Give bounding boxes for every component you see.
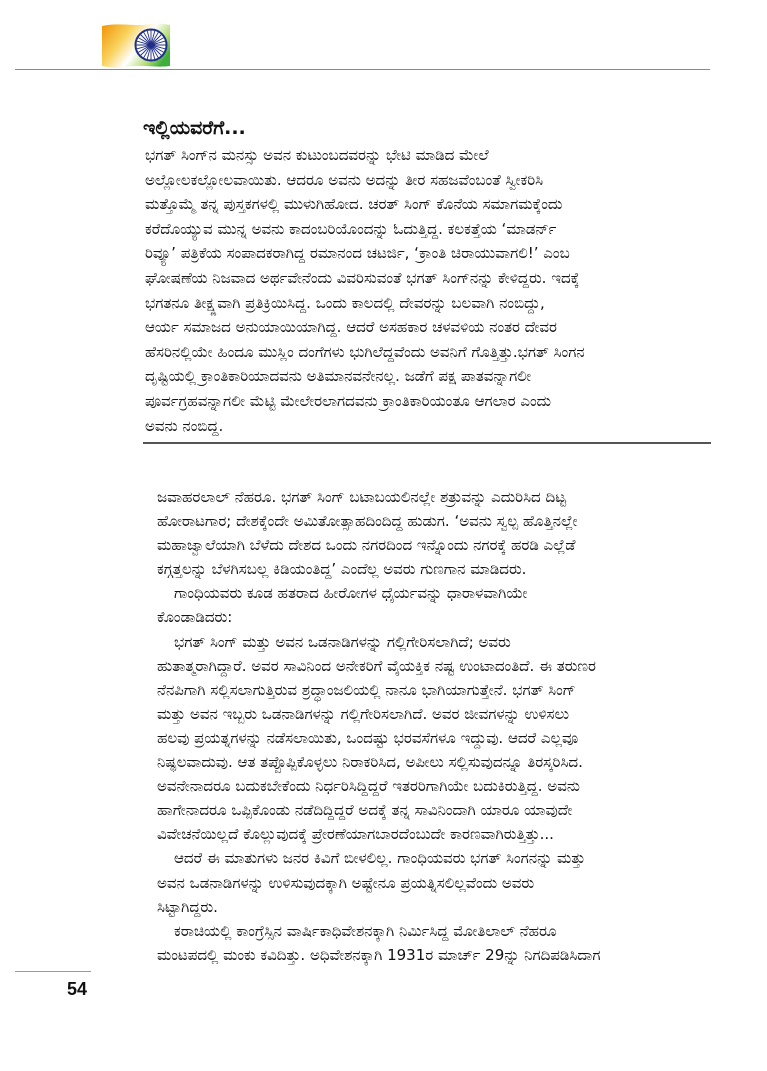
body-line: ನಿಷ್ಫಲವಾದುವು. ಆತ ತಪ್ಪೊಪ್ಪಿಕೊಳ್ಳಲು ನಿರಾಕರಿಸಿದ, ಅಪೀಲು ಸಲ್ಲಿಸುವುದನ್ನೂ ತಿರಸ್ಕರಿಸಿದ. (157, 753, 583, 772)
body-paragraph (157, 919, 707, 967)
body-line: ಕರಾಚಿಯಲ್ಲಿ ಕಾಂಗ್ರೆಸ್ಸಿನ ವಾರ್ಷಿಕಾಧಿವೇಶನಕ್ಕಾಗಿ ನಿರ್ಮಿಸಿದ್ದ ಮೋತಿಲಾಲ್ ನೆಹರೂ (174, 921, 557, 940)
recap-paragraph (145, 143, 711, 438)
recap-heading: ಇಲ್ಲಿಯವರೆಗೆ... (143, 117, 246, 139)
header-divider (15, 69, 710, 70)
body-line: ಅವನೇನಾದರೂ ಬದುಕಬೇಕೆಂದು ನಿರ್ಧರಿಸಿದ್ದಿದ್ದರೆ ಇತರರಿಗಾಗಿಯೇ ಬದುಕಿರುತ್ತಿದ್ದ. ಅವನು (157, 777, 580, 796)
body-line: ಗಾಂಧಿಯವರು ಕೂಡ ಹತರಾದ ಹೀರೋಗಳ ಧೈರ್ಯವನ್ನು ಧಾರಾಳವಾಗಿಯೇ (174, 584, 528, 603)
recap-line: ಘೋಷಣೆಯ ನಿಜವಾದ ಅರ್ಥವೇನೆಂದು ವಿವರಿಸುವಂತೆ ಭಗತ್ ಸಿಂಗ್‌ನನ್ನು ಕೇಳಿದ್ದರು. ಇದಕ್ಕೆ (145, 268, 580, 287)
recap-line: ಕರೆದೊಯ್ಯುವ ಮುನ್ನ ಅವನು ಕಾದಂಬರಿಯೊಂದನ್ನು ಓದುತ್ತಿದ್ದ. ಕಲಕತ್ತೆಯ ‘ಮಾಡರ್ನ್ (145, 219, 557, 238)
body-line: ಕಗ್ಗತ್ತಲನ್ನು ಬೆಳಗಿಸಬಲ್ಲ ಕಿಡಿಯಂತಿದ್ದ’ ಎಂದೆಲ್ಲ ಅವರು ಗುಣಗಾನ ಮಾಡಿದರು. (157, 560, 527, 579)
body-line: ಸಿಟ್ಟಾಗಿದ್ದರು. (157, 897, 218, 916)
body-paragraph (157, 485, 707, 581)
recap-line: ಭಗತನೂ ತೀಕ್ಷ್ಣವಾಗಿ ಪ್ರತಿಕ್ರಿಯಿಸಿದ್ದ. ಒಂದು ಕಾಲದಲ್ಲಿ ದೇವರನ್ನು ಬಲವಾಗಿ ನಂಬಿದ್ದು, (145, 293, 545, 312)
recap-line: ಭಗತ್ ಸಿಂಗ್‌ನ ಮನಸ್ಸು ಅವನ ಕುಟುಂಬದವರನ್ನು ಭೇಟಿ ಮಾಡಿದ ಮೇಲೆ (145, 146, 489, 164)
body-line: ಹಾಗೇನಾದರೂ ಒಪ್ಪಿಕೊಂಡು ನಡೆದಿದ್ದಿದ್ದರೆ ಅದಕ್ಕೆ ತನ್ನ ಸಾವಿನಿಂದಾಗಿ ಯಾರೂ ಯಾವುದೇ (157, 801, 573, 820)
body-line: ಜವಾಹರಲಾಲ್ ನೆಹರೂ. ಭಗತ್ ಸಿಂಗ್ ಬಟಾಬಯಲಿನಲ್ಲೇ ಶತ್ರುವನ್ನು ಎದುರಿಸಿದ ದಿಟ್ಟ (157, 488, 567, 506)
body-line: ಹಲವು ಪ್ರಯತ್ನಗಳನ್ನು ನಡೆಸಲಾಯಿತು, ಒಂದಷ್ಟು ಭರವಸೆಗಳೂ ಇದ್ದುವು. ಆದರೆ ಎಲ್ಲವೂ (157, 728, 579, 747)
body-line: ಅವನ ಒಡನಾಡಿಗಳನ್ನು ಉಳಿಸುವುದಕ್ಕಾಗಿ ಅಷ್ಟೇನೂ ಪ್ರಯತ್ನಿಸಲಿಲ್ಲವೆಂದು ಅವರು (157, 873, 535, 892)
recap-line: ಆರ್ಯ ಸಮಾಜದ ಅನುಯಾಯಿಯಾಗಿದ್ದ. ಆದರೆ ಅಸಹಕಾರ ಚಳವಳಿಯ ನಂತರ ದೇವರ (145, 318, 557, 337)
recap-line: ಮತ್ತೊಮ್ಮೆ ತನ್ನ ಪುಸ್ತಕಗಳಲ್ಲಿ ಮುಳುಗಿಹೋದ. ಚರತ್ ಸಿಂಗ್ ಕೊನೆಯ ಸಮಾಗಮಕ್ಕೆಂದು (145, 195, 563, 214)
footer-divider (15, 971, 91, 972)
body-line: ಹೋರಾಟಗಾರ; ದೇಶಕ್ಕೆಂದೇ ಅಮಿತೋತ್ಸಾಹದಿಂದಿದ್ದ ಹುಡುಗ. ‘ಅವನು ಸ್ವಲ್ಪ ಹೊತ್ತಿನಲ್ಲೇ (157, 512, 578, 531)
body-paragraph (157, 846, 707, 918)
body-line: ಹುತಾತ್ಮರಾಗಿದ್ದಾರೆ. ಅವರ ಸಾವಿನಿಂದ ಅನೇಕರಿಗೆ ವೈಯಕ್ತಿಕ ನಷ್ಟ ಉಂಟಾದಂತಿದೆ. ಈ ತರುಣರ (157, 656, 596, 675)
page-number: 54 (67, 979, 88, 999)
body-line: ಆದರೆ ಈ ಮಾತುಗಳು ಜನರ ಕಿವಿಗೆ ಬೀಳಲಿಲ್ಲ. ಗಾಂಧಿಯವರು ಭಗತ್ ಸಿಂಗನನ್ನು ಮತ್ತು (174, 849, 586, 868)
body-paragraph (157, 630, 707, 847)
body-line: ಮಹಾಜ್ವಾಲೆಯಾಗಿ ಬೆಳೆದು ದೇಶದ ಒಂದು ನಗರದಿಂದ ಇನ್ನೊಂದು ನಗರಕ್ಕೆ ಹರಡಿ ಎಲ್ಲೆಡೆ (157, 536, 576, 555)
recap-box (145, 143, 711, 440)
recap-divider (143, 442, 711, 444)
recap-line: ಅವನು ನಂಬಿದ್ದ. (145, 416, 224, 435)
body-paragraph (157, 581, 707, 629)
recap-line: ದೃಷ್ಟಿಯಲ್ಲಿ ಕ್ರಾಂತಿಕಾರಿಯಾದವನು ಅತಿಮಾನವನೇನಲ್ಲ. ಜಡೆಗೆ ಪಕ್ಷ ಪಾತವನ್ನಾಗಲೀ (145, 367, 532, 386)
body-line: ಮತ್ತು ಅವನ ಇಬ್ಬರು ಒಡನಾಡಿಗಳನ್ನು ಗಲ್ಲಿಗೇರಿಸಲಾಗಿದೆ. ಅವರ ಜೀವಗಳನ್ನು ಉಳಿಸಲು (157, 704, 569, 723)
body-line: ಕೊಂಡಾಡಿದರು: (157, 608, 233, 627)
recap-line: ರಿವ್ಯೂ’ ಪತ್ರಿಕೆಯ ಸಂಪಾದಕರಾಗಿದ್ದ ರಮಾನಂದ ಚಟರ್ಜಿ, ‘ಕ್ರಾಂತಿ ಚಿರಾಯುವಾಗಲಿ!’ ಎಂಬ (145, 244, 570, 263)
recap-line: ಅಲ್ಲೋಲಕಲ್ಲೋಲವಾಯಿತು. ಆದರೂ ಅವನು ಅದನ್ನು ತೀರ ಸಹಜವೆಂಬಂತೆ ಸ್ವೀಕರಿಸಿ (145, 170, 544, 189)
ashoka-chakra-flag-icon (101, 21, 171, 69)
recap-line: ಪೂರ್ವಗ್ರಹವನ್ನಾಗಲೀ ಮೆಟ್ಟಿ ಮೇಲೇರಲಾಗದವನು ಕ್ರಾಂತಿಕಾರಿಯಂತೂ ಆಗಲಾರ ಎಂದು (145, 391, 552, 410)
body-line: ವಿವೇಚನೆಯಿಲ್ಲದೆ ಕೊಲ್ಲುವುದಕ್ಕೆ ಪ್ರೇರಣೆಯಾಗಬಾರದೆಂಬುದೇ ಕಾರಣವಾಗಿರುತ್ತಿತ್ತು... (157, 825, 554, 844)
body-line: ಭಗತ್ ಸಿಂಗ್ ಮತ್ತು ಅವನ ಒಡನಾಡಿಗಳನ್ನು ಗಲ್ಲಿಗೇರಿಸಲಾಗಿದೆ; ಅವರು (174, 632, 511, 651)
recap-line: ಹೆಸರಿನಲ್ಲಿಯೇ ಹಿಂದೂ ಮುಸ್ಲಿಂ ದಂಗೆಗಳು ಭುಗಿಲೆದ್ದವೆಂದು ಅವನಿಗೆ ಗೊತ್ತಿತ್ತು.ಭಗತ್ ಸಿಂಗನ (145, 342, 585, 361)
body-text (157, 485, 707, 969)
body-line: ನೆನಪಿಗಾಗಿ ಸಲ್ಲಿಸಲಾಗುತ್ತಿರುವ ಶ್ರದ್ಧಾಂಜಲಿಯಲ್ಲಿ ನಾನೂ ಭಾಗಿಯಾಗುತ್ತೇನೆ. ಭಗತ್ ಸಿಂಗ್ (157, 680, 576, 699)
body-line: ಮಂಟಪದಲ್ಲಿ ಮಂಕು ಕವಿದಿತ್ತು. ಅಧಿವೇಶನಕ್ಕಾಗಿ 1931ರ ಮಾರ್ಚ್ 29ನ್ನು ನಿಗದಿಪಡಿಸಿದಾಗ (157, 945, 601, 964)
